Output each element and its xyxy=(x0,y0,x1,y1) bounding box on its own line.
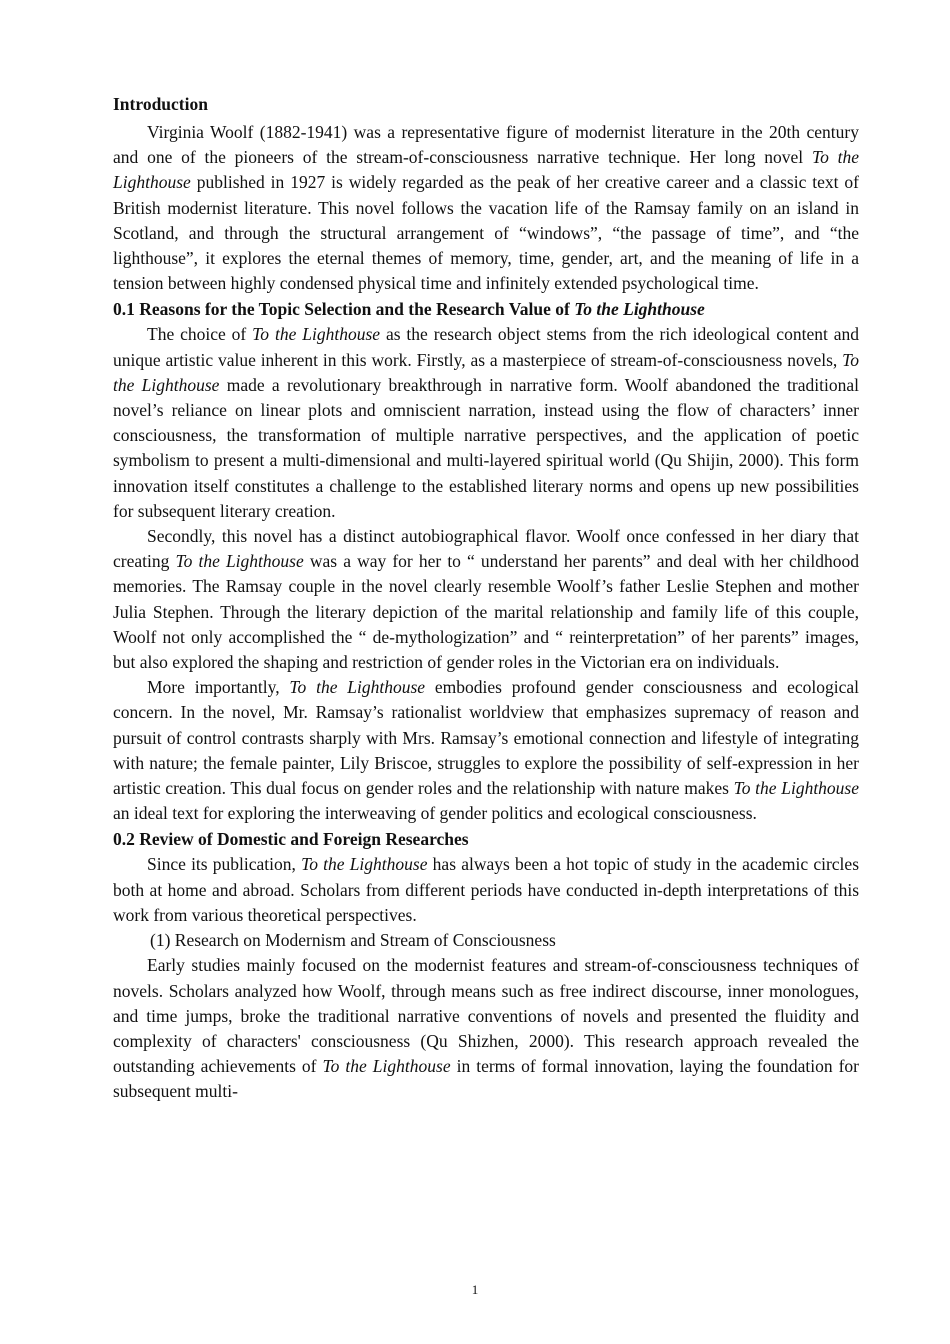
novel-title: To the Lighthouse xyxy=(113,349,859,395)
intro-text-b: published in 1927 is widely regarded as the peak of her creative career and a classic text of British modernist literature. This novel follows the vacation life of the Ramsay family on an island in Scotland, and through the structural arrangement of “windows”, “the passage of time”, and “the lighthouse”, it explores the eternal themes of memory, time, gender, art, and the meaning of life in a tension between highly condensed physical time and infinitely extended psychological time. xyxy=(113,172,859,294)
novel-title: To the Lighthouse xyxy=(252,324,381,345)
novel-title: To the Lighthouse xyxy=(175,551,304,572)
intro-paragraph xyxy=(113,120,859,296)
section-0-2-heading: 0.2 Review of Domestic and Foreign Researches xyxy=(113,829,469,850)
novel-title: To the Lighthouse xyxy=(733,778,860,799)
text: More importantly, xyxy=(147,677,290,698)
text: Early studies mainly focused on the modernist features and stream-of-consciousness techniques of novels. Scholars analyzed how Woolf, through means such as free indirect discourse, inner monologues, and time jumps, broke the traditional narrative conventions of novels and presented the fluidity and complexity of characters' consciousness (Qu Shizhen, 2000). This research approach revealed the outstanding achievements of xyxy=(113,955,859,1077)
novel-title: To the Lighthouse xyxy=(113,147,859,193)
text: has always been a hot topic of study in the academic circles both at home and abroad. Scholars from different periods have conducted in-depth interpretations of this work from various theoretical perspectives. xyxy=(113,854,860,925)
text: made a revolutionary breakthrough in narrative form. Woolf abandoned the traditional novel’s reliance on linear plots and omniscient narration, instead using the flow of characters’ inner consciousness, the transformation of multiple narrative perspectives, and the application of poetic symbolism to present a multi-dimensional and multi-layered spiritual world (Qu Shijin, 2000). This form innovation itself constitutes a challenge to the established literary norms and opens up new possibilities for subsequent literary creation. xyxy=(113,374,859,521)
section-0-1-paragraph-3 xyxy=(113,675,859,826)
section-0-1-heading-text: 0.1 Reasons for the Topic Selection and the Research Value of xyxy=(113,299,575,320)
novel-title: To the Lighthouse xyxy=(322,1056,451,1077)
subsection-1-heading: (1) Research on Modernism and Stream of Consciousness xyxy=(150,930,556,951)
section-0-1-heading-title: To the Lighthouse xyxy=(574,299,705,320)
document-page xyxy=(113,92,859,1105)
intro-text-a: Virginia Woolf (1882-1941) was a representative figure of modernist literature in the 20th century and one of the pioneers of the stream-of-consciousness narrative technique. Her long novel xyxy=(113,122,859,168)
text: Since its publication, xyxy=(147,854,302,875)
section-0-1-paragraph-1 xyxy=(113,322,859,524)
novel-title: To the Lighthouse xyxy=(301,854,428,875)
novel-title: To the Lighthouse xyxy=(289,677,426,698)
introduction-heading: Introduction xyxy=(113,94,208,114)
text: embodies profound gender consciousness and ecological concern. In the novel, Mr. Ramsay’s rationalist worldview that emphasizes supremacy of reason and pursuit of control contrasts sharply with Mrs. Ramsay’s emotional connection and lifestyle of integrating with nature; the female painter, Lily Briscoe, struggles to explore the possibility of self-expression in her artistic creation. This dual focus on gender roles and the relationship with nature makes xyxy=(113,677,859,799)
text: as the research object stems from the rich ideological content and unique artistic value inherent in this work. Firstly, as a masterpiece of stream-of-consciousness novels, xyxy=(113,324,859,370)
section-0-1-heading xyxy=(113,297,859,322)
text: Secondly, this novel has a distinct autobiographical flavor. Woolf once confessed in her diary that creating xyxy=(113,526,859,572)
text: in terms of formal innovation, laying the foundation for subsequent multi- xyxy=(113,1056,859,1102)
text: was a way for her to “ understand her parents” and deal with her childhood memories. The Ramsay couple in the novel clearly resemble Woolf’s father Leslie Stephen and mother Julia Stephen. Through the literary depiction of the marital relationship and family life of this couple, Woolf not only accomplished the “ de-mythologization” and “ reinterpretation” of her parents” images, but also explored the shaping and restriction of gender roles in the Victorian era on individuals. xyxy=(113,551,860,673)
text: an ideal text for exploring the interweaving of gender politics and ecological consciousness. xyxy=(113,803,757,824)
section-0-2-paragraph-2 xyxy=(113,953,859,1104)
section-0-2-paragraph-1 xyxy=(113,852,859,928)
page-number: 1 xyxy=(471,1282,479,1297)
section-0-1-paragraph-2 xyxy=(113,524,859,675)
text: The choice of xyxy=(147,324,253,345)
